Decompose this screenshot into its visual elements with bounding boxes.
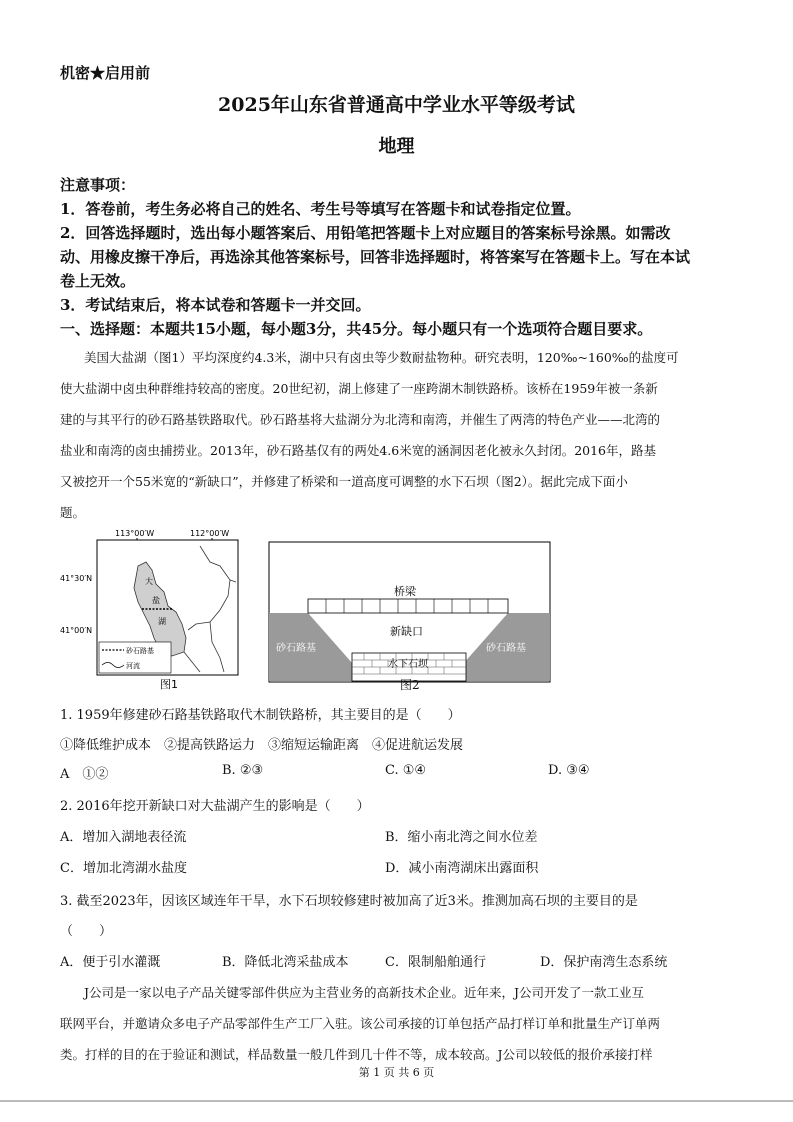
question-stem: 3. 截至2023年，因该区域连年干旱，水下石坝较修建时被加高了近3米。推测加高石坝的主要目的是 <box>60 894 638 909</box>
notice-item: 卷上无效。 <box>60 272 136 290</box>
dam-label: 水下石坝 <box>388 659 428 670</box>
lon-label: 113°00′W <box>115 529 155 538</box>
figure1-caption: 图1 <box>160 678 178 691</box>
notice-item: 动、用橡皮擦干净后，再选涂其他答案标号，回答非选择题时，将答案写在答题卡上。写在本试 <box>60 248 691 266</box>
option-c[interactable]: C. ①④ <box>385 763 427 778</box>
gap-label: 新缺口 <box>390 625 423 638</box>
passage-line: 美国大盐湖（图1）平均深度约4.3米，湖中只有卤虫等少数耐盐物种。研究表明，120‰~160‰的盐度可 <box>84 350 679 365</box>
option-d[interactable]: D．保护南湾生态系统 <box>540 955 668 970</box>
option-d[interactable]: D. ③④ <box>548 763 590 778</box>
passage-line: 盐业和南湾的卤虫捕捞业。2013年，砂石路基仅有的两处4.6米宽的涵洞因老化被永久封闭。2016年，路基 <box>60 443 657 458</box>
question-stem: 2. 2016年挖开新缺口对大盐湖产生的影响是（ ） <box>60 799 370 814</box>
notice-heading: 注意事项： <box>60 176 136 194</box>
passage-line: 类。打样的目的在于验证和测试，样品数量一般几件到几十件不等，成本较高。J公司以较低的报价承接打样 <box>60 1047 653 1062</box>
bridge-label: 桥梁 <box>394 585 416 598</box>
figure2-section <box>268 541 552 693</box>
lat-label: 41°00′N <box>60 626 93 635</box>
lat-label: 41°30′N <box>60 574 93 583</box>
option-a[interactable]: A．便于引水灌溉 <box>60 955 161 970</box>
embankment-left-label: 砂石路基 <box>276 643 316 654</box>
page-number: 第 1 页 共 6 页 <box>358 1066 435 1079</box>
option-c[interactable]: C．限制船舶通行 <box>385 955 486 970</box>
figure1-map <box>60 526 250 696</box>
lake-char: 湖 <box>158 617 166 626</box>
option-b[interactable]: B．降低北湾采盐成本 <box>222 955 349 970</box>
bridge-deck <box>308 599 508 613</box>
passage-line: 又被挖开一个55米宽的“新缺口”，并修建了桥梁和一道高度可调整的水下石坝（图2）。据此完成下面小 <box>60 474 628 489</box>
answer-paren: （ ） <box>60 924 113 939</box>
notice-item: 2．回答选择题时，选出每小题答案后、用铅笔把答题卡上对应题目的答案标号涂黑。如需改 <box>60 224 671 242</box>
option-c[interactable]: C．增加北湾湖水盐度 <box>60 861 187 876</box>
legend-road-label: 砂石路基 <box>126 647 154 655</box>
figure2-caption: 图2 <box>400 678 420 692</box>
passage-line: 使大盐湖中卤虫种群维持较高的密度。20世纪初，湖上修建了一座跨湖木制铁路桥。该桥在1959年被一条新 <box>60 381 658 396</box>
passage-line: 题。 <box>60 505 86 520</box>
notice-item: 3．考试结束后，将本试卷和答题卡一并交回。 <box>60 296 371 314</box>
option-b[interactable]: B．缩小南北湾之间水位差 <box>385 830 538 845</box>
lake-char: 大 <box>145 577 153 586</box>
legend-river-label: 河流 <box>126 662 140 670</box>
exam-title: 2025年山东省普通高中学业水平等级考试 <box>218 94 575 116</box>
option-a[interactable]: A ①② <box>60 767 109 782</box>
lon-label: 112°00′W <box>190 529 230 538</box>
passage-line: 联网平台，并邀请众多电子产品零部件生产工厂入驻。该公司承接的订单包括产品打样订单和批量生产订单两 <box>60 1016 661 1031</box>
confidential-mark: 机密★启用前 <box>60 64 151 82</box>
page-bottom-divider <box>0 1100 793 1102</box>
embankment-right-label: 砂石路基 <box>486 643 526 654</box>
lake-char: 盐 <box>152 596 160 605</box>
option-d[interactable]: D．减小南湾湖床出露面积 <box>385 861 539 876</box>
question-stem: 1. 1959年修建砂石路基铁路取代木制铁路桥，其主要目的是（ ） <box>60 708 461 723</box>
notice-item: 1．答卷前，考生务必将自己的姓名、考生号等填写在答题卡和试卷指定位置。 <box>60 200 581 218</box>
passage-line: J公司是一家以电子产品关键零部件供应为主营业务的高新技术企业。近年来，J公司开发了一款工业互 <box>84 985 645 1000</box>
section-heading: 一、选择题：本题共15小题，每小题3分，共45分。每小题只有一个选项符合题目要求。 <box>60 320 653 338</box>
option-b[interactable]: B. ②③ <box>222 763 264 778</box>
passage-line: 建的与其平行的砂石路基铁路取代。砂石路基将大盐湖分为北湾和南湾，并催生了两湾的特色产业——北湾的 <box>60 412 661 427</box>
question-items: ①降低维护成本 ②提高铁路运力 ③缩短运输距离 ④促进航运发展 <box>60 738 464 753</box>
option-a[interactable]: A．增加入湖地表径流 <box>60 830 187 845</box>
subject-title: 地理 <box>378 136 415 157</box>
